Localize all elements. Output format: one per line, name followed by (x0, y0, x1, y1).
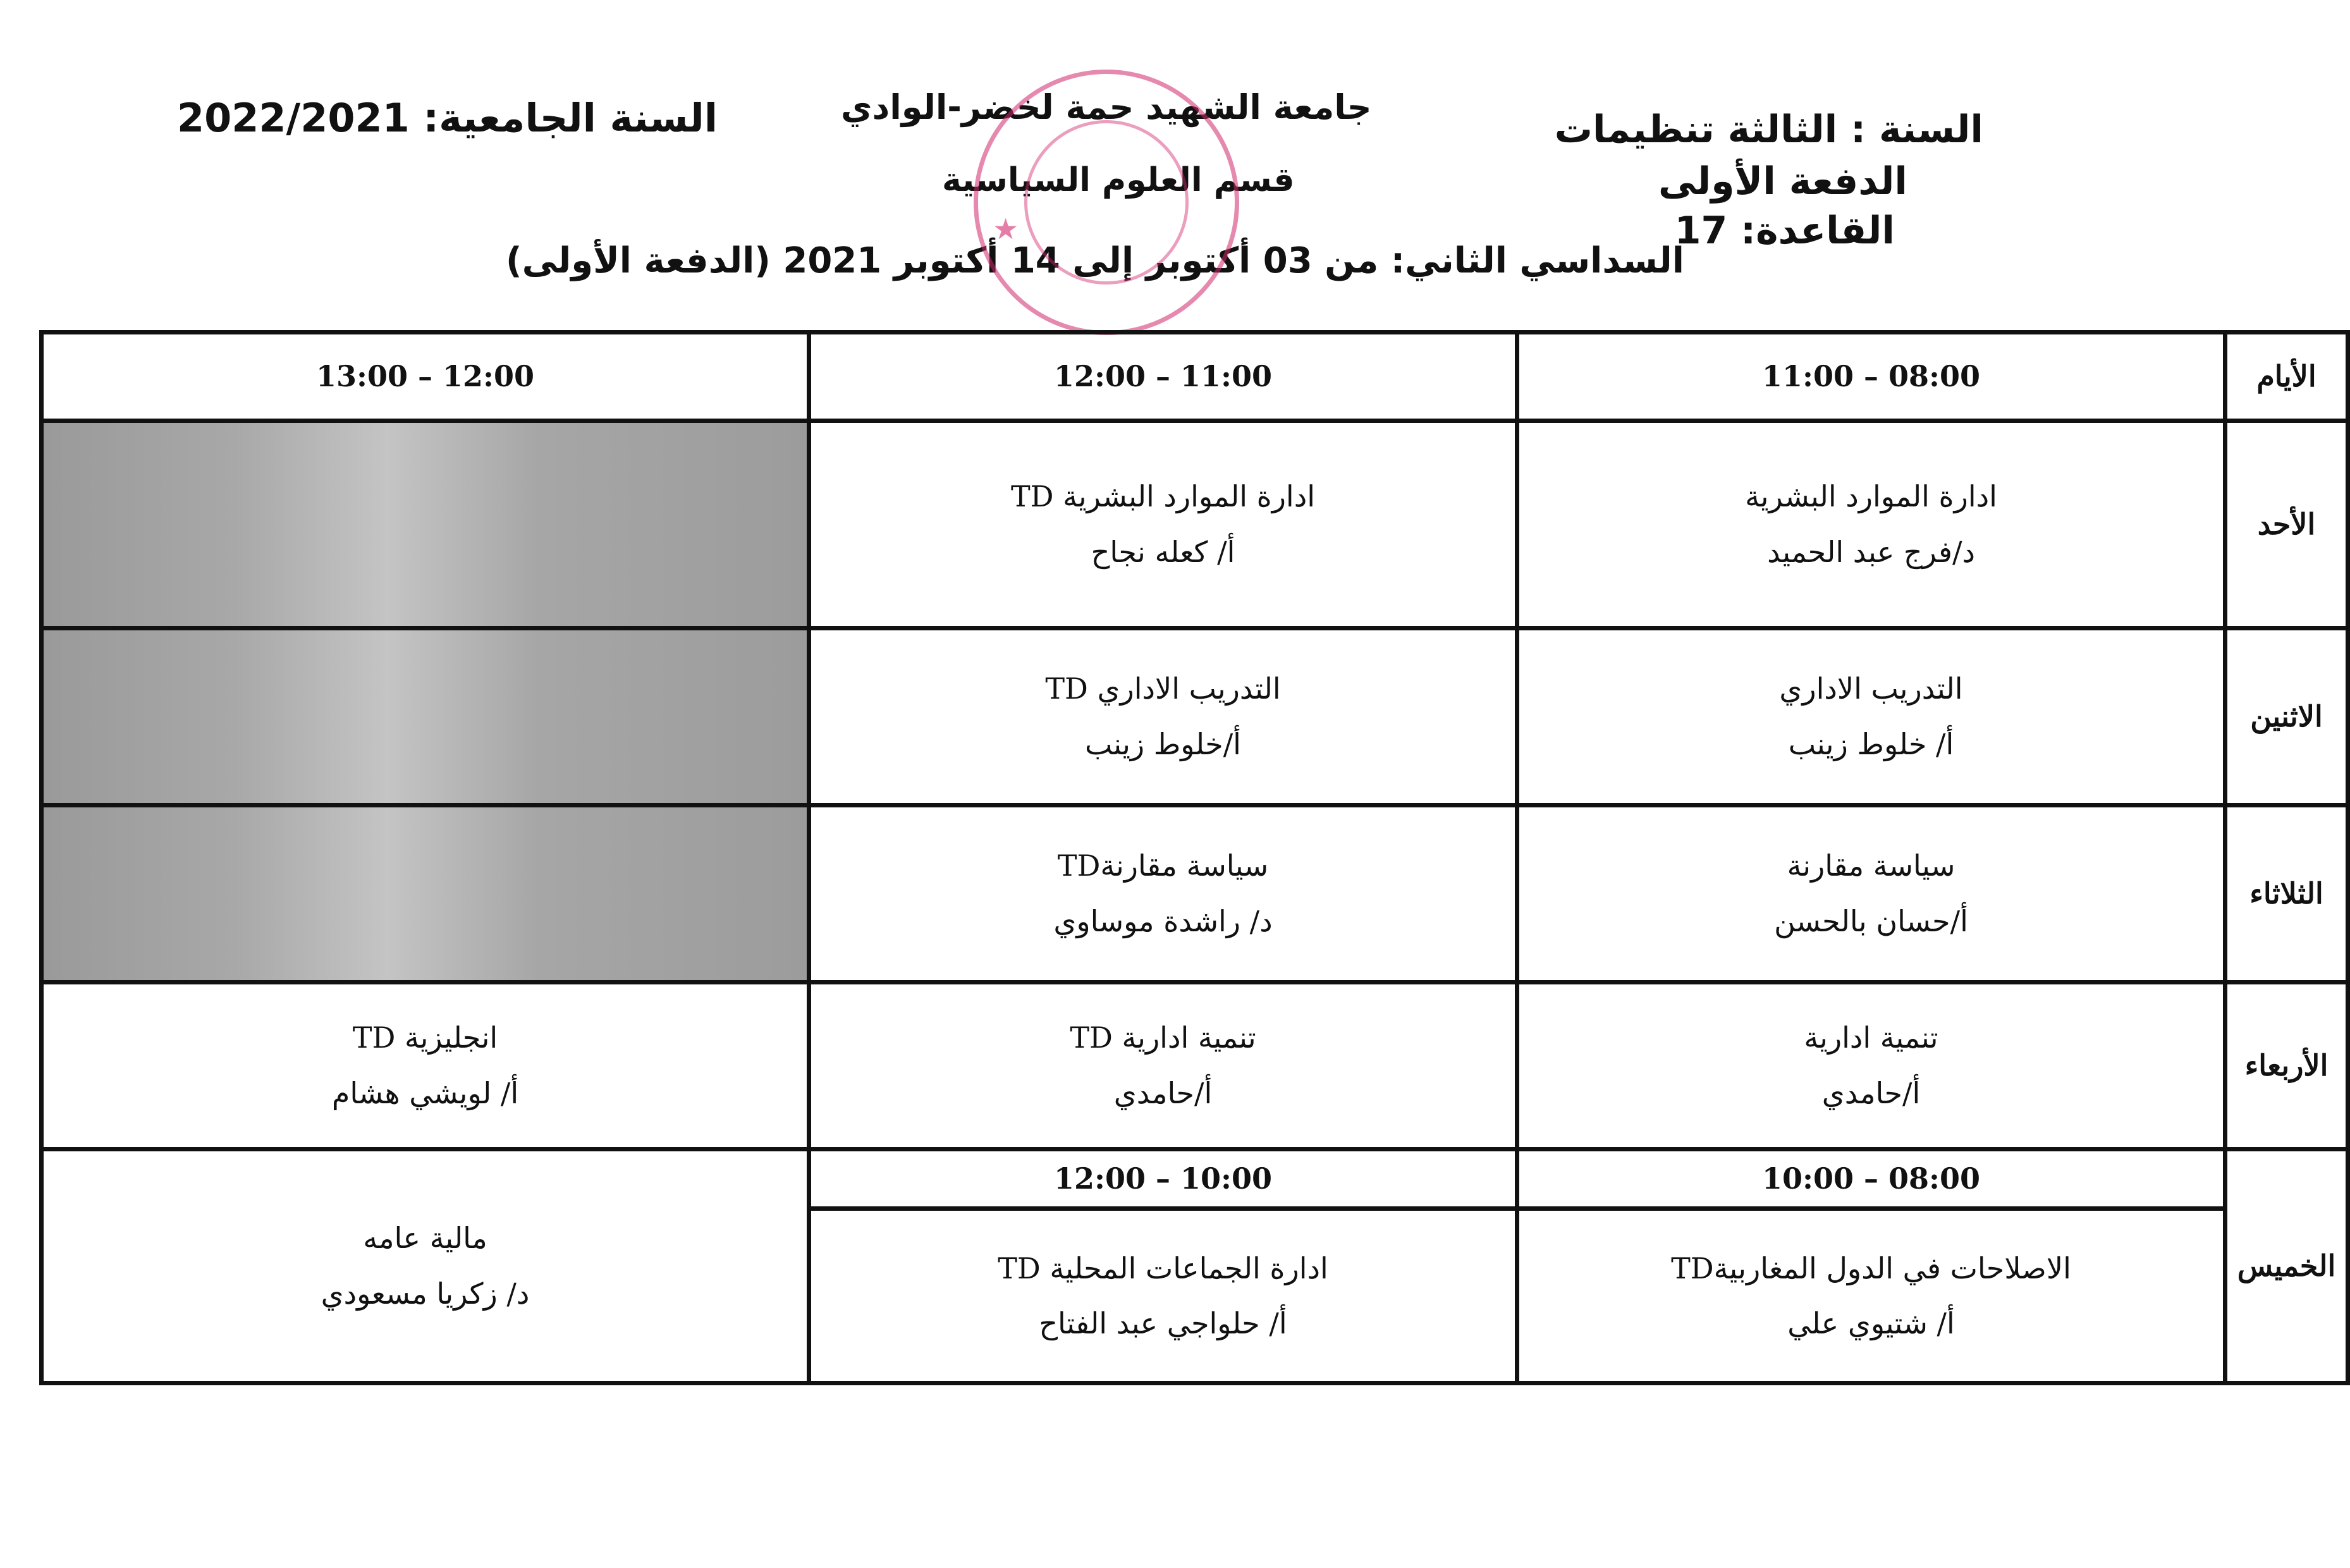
professor: د/ راشدة موساوي (1053, 903, 1273, 938)
department-name: قسم العلوم السياسية (942, 161, 1295, 199)
time-header-2: 12:00 – 11:00 (809, 333, 1517, 421)
subject: تنمية ادارية TD (1070, 1020, 1256, 1055)
subject: ادارة الجماعات المحلية TD (998, 1251, 1328, 1285)
class-cell (809, 1209, 1517, 1383)
day-tuesday: الثلاثاء (2225, 805, 2348, 983)
table-row (42, 983, 2348, 1149)
thursday-time-1: 10:00 – 08:00 (1517, 1149, 2225, 1209)
subject: انجليزية TD (352, 1020, 498, 1055)
schedule-table (39, 330, 2350, 1385)
professor: أ/ لويشي هشام (331, 1075, 519, 1110)
day-sunday: الأحد (2225, 421, 2348, 628)
empty-slot (42, 628, 809, 805)
time-header-1: 11:00 – 08:00 (1517, 333, 2225, 421)
class-cell (1517, 1209, 2225, 1383)
empty-slot (42, 805, 809, 983)
table-row (42, 421, 2348, 628)
subject: التدريب الاداري TD (1045, 671, 1281, 706)
class-cell (1517, 421, 2225, 628)
professor: أ/ شتيوي علي (1787, 1306, 1955, 1340)
class-cell (809, 421, 1517, 628)
professor: أ/ كعله نجاح (1091, 534, 1235, 569)
class-cell (1517, 805, 2225, 983)
professor: أ/خلوط زينب (1085, 726, 1241, 761)
time-header-3: 13:00 – 12:00 (42, 333, 809, 421)
period-title: السداسي الثاني: من 03 أكتوبر إلى 14 أكتوبر 2021 (الدفعة الأولى) (506, 240, 1684, 281)
class-cell (1517, 628, 2225, 805)
table-row (42, 805, 2348, 983)
professor: أ/حسان بالحسن (1774, 903, 1968, 938)
subject: مالية عامه (363, 1221, 487, 1256)
class-cell (809, 983, 1517, 1149)
day-wednesday: الأربعاء (2225, 983, 2348, 1149)
subject: سياسة مقارنةTD (1057, 848, 1269, 883)
subject: ادارة الموارد البشرية TD (1011, 479, 1315, 514)
professor: أ/ خلوط زينب (1788, 726, 1954, 761)
subject: ادارة الموارد البشرية (1745, 479, 1997, 514)
table-row (42, 628, 2348, 805)
university-name: جامعة الشهيد حمة لخضر-الوادي (841, 87, 1372, 127)
professor: د/فرج عبد الحميد (1767, 534, 1975, 569)
room-label: القاعدة: 17 (1674, 209, 1895, 253)
class-cell (1517, 983, 2225, 1149)
class-cell (42, 1149, 809, 1383)
table-header-row (42, 333, 2348, 421)
professor: أ/حامدي (1821, 1075, 1921, 1110)
day-thursday: الخميس (2225, 1149, 2348, 1383)
class-cell (42, 983, 809, 1149)
empty-slot (42, 421, 809, 628)
level-label: السنة : الثالثة تنظيمات (1554, 107, 1983, 152)
professor: أ/حامدي (1113, 1075, 1213, 1110)
professor: أ/ حلواجي عبد الفتاح (1039, 1306, 1287, 1340)
day-monday: الاثنين (2225, 628, 2348, 805)
subject: تنمية ادارية (1804, 1020, 1938, 1055)
official-stamp-inner-ring (1024, 120, 1189, 285)
class-cell (809, 805, 1517, 983)
subject: التدريب الاداري (1779, 671, 1963, 706)
academic-year: السنة الجامعية: 2022/2021 (177, 95, 718, 141)
batch-label: الدفعة الأولى (1658, 159, 1907, 204)
professor: د/ زكريا مسعودي (321, 1276, 530, 1311)
days-header: الأيام (2225, 333, 2348, 421)
stamp-star-icon: ★ (993, 212, 1019, 246)
subject: سياسة مقارنة (1787, 848, 1955, 883)
subject: الاصلاحات في الدول المغاربيةTD (1671, 1251, 2071, 1285)
class-cell (809, 628, 1517, 805)
thursday-time-2: 12:00 – 10:00 (809, 1149, 1517, 1209)
thursday-time-row (42, 1149, 2348, 1209)
